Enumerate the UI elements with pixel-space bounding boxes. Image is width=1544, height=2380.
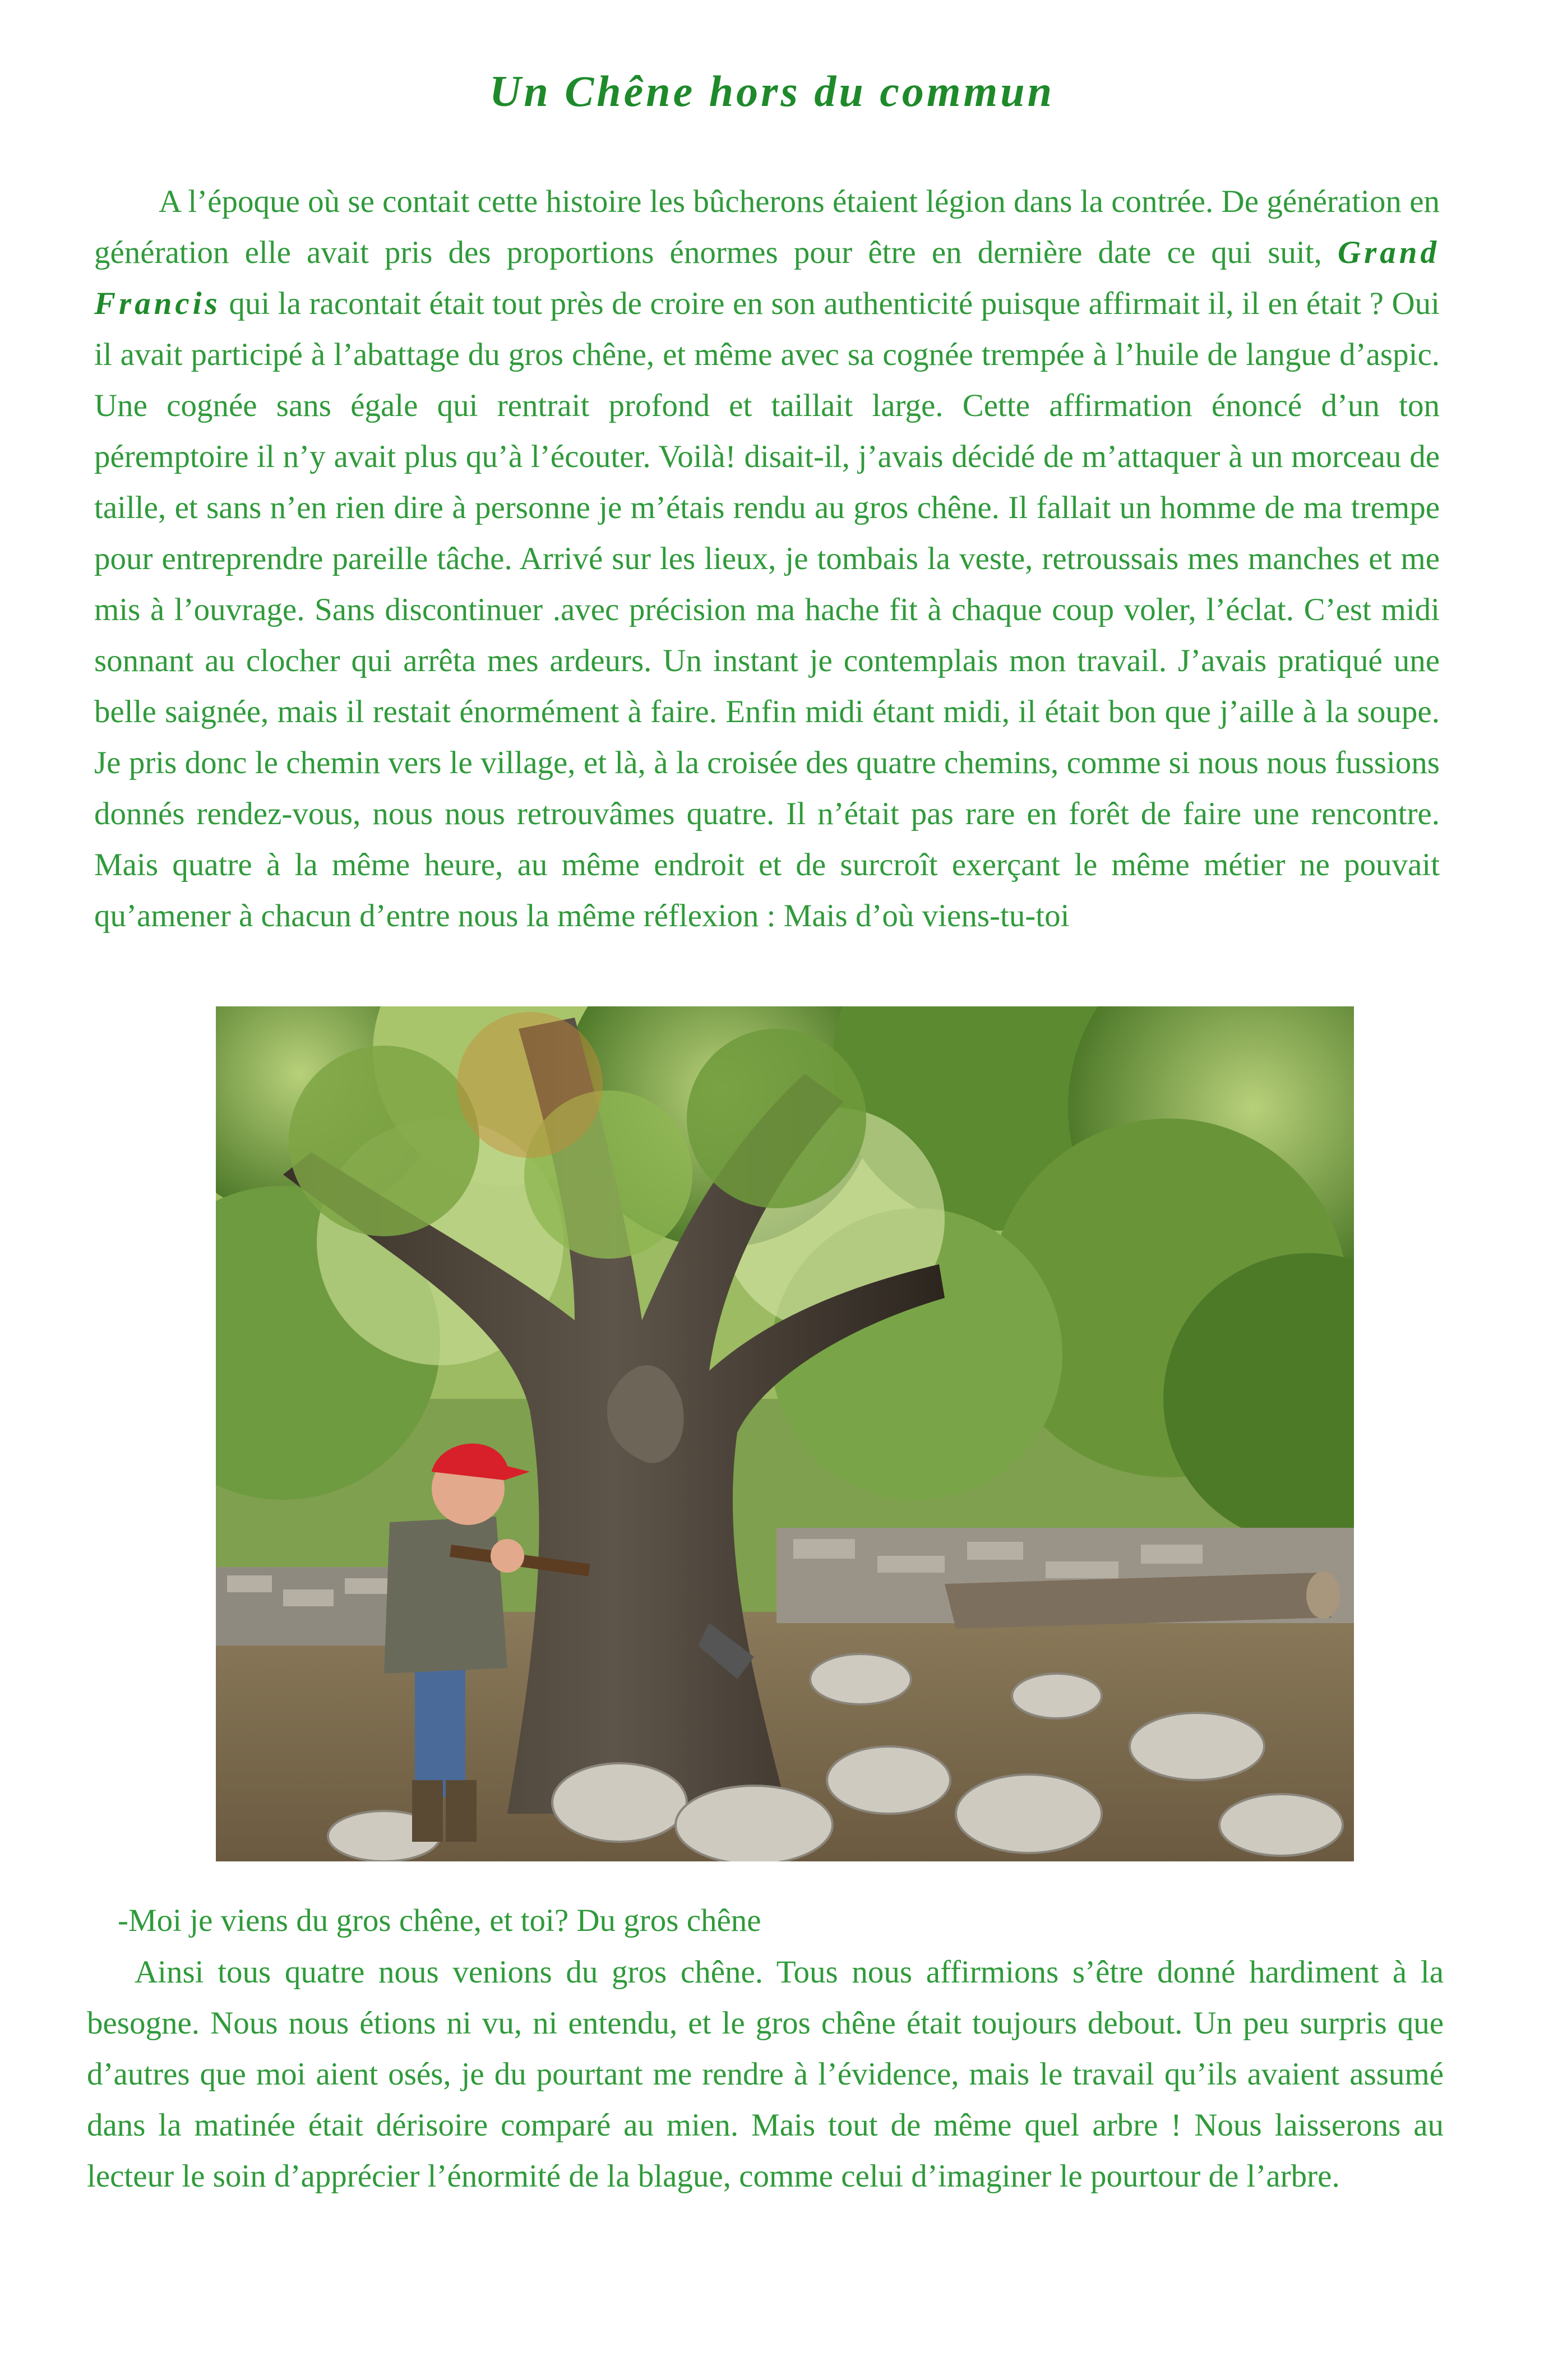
oak-photo-illustration — [216, 1006, 1354, 1861]
story-paragraph-1 — [94, 176, 1440, 941]
dialogue-line: -Moi je viens du gros chêne, et toi? Du gros chêne — [118, 1903, 761, 1938]
paragraph-1-text-a: A l’époque où se contait cette histoire les bûcherons étaient légion dans la contrée. De génération en génération elle avait pris des proportions énormes pour être en dernière date ce qui suit, — [94, 184, 1440, 270]
storyteller-name: Grand Francis — [94, 235, 1440, 321]
page-title: Un Chêne hors du commun — [489, 67, 1055, 115]
story-paragraph-2: Ainsi tous quatre nous venions du gros chêne. Tous nous affirmions s’être donné hardiment à la besogne. Nous nous étions ni vu, ni entendu, et le gros chêne était toujours debout. Un peu surpris que d’autres que moi aient osés, je du pourtant me rendre à l’évidence, mais le travail qu’ils avaient assumé dans la matinée était dérisoire comparé au mien. Mais tout de même quel arbre ! Nous laisserons au lecteur le soin d’apprécier l’énormité de la blague, comme celui d’imaginer le pourtour de l’arbre. — [87, 1954, 1444, 2194]
oak-tree-photo — [216, 1006, 1354, 1861]
paragraph-1-text-b: qui la racontait était tout près de croire en son authenticité puisque affirmait il, il en était ? Oui il avait participé à l’abattage du gros chêne, et même avec sa cognée trempée à l’huile de langue d’aspic. Une cognée sans égale qui rentrait profond et taillait large. Cette affirmation énoncé d’un ton péremptoire il n’y avait plus qu’à l’écouter. Voilà! disait-il, j’avais décidé de m’attaquer à un morceau de taille, et sans n’en rien dire à personne je m’étais rendu au gros chêne. Il fallait un homme de ma trempe pour entreprendre pareille tâche. Arrivé sur les lieux, je tombais la veste, retroussais mes manches et me mis à l’ouvrage. Sans discontinuer .avec précision ma hache fit à chaque coup voler, l’éclat. C’est midi sonnant au clocher qui arrêta mes ardeurs. Un instant je contemplais mon travail. J’avais pratiqué une belle saignée, mais il restait énormément à faire. Enfin midi étant midi, il était bon que j’aille à la soupe. Je pris donc le chemin vers le village, et là, à la croisée des quatre chemins, comme si nous nous fussions donnés rendez-vous, nous nous retrouvâmes quatre. Il n’était pas rare en forêt de faire une rencontre. Mais quatre à la même heure, au même endroit et de surcroît exerçant le même métier ne pouvait qu’amener à chacun d’entre nous la même réflexion : Mais d’où viens-tu-toi — [94, 286, 1440, 933]
